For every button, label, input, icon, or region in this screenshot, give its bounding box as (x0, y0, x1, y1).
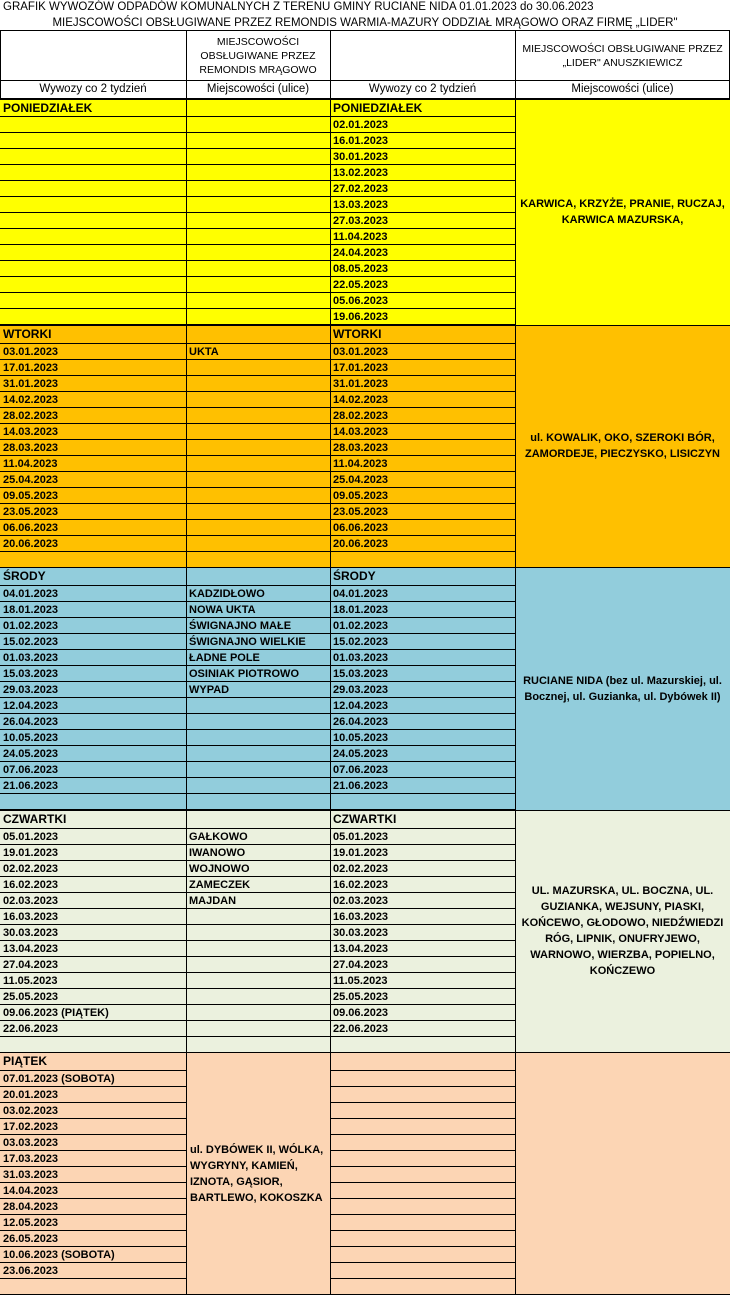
row-divider-col3 (330, 1150, 515, 1151)
date-cell-col3: 19.06.2023 (333, 311, 389, 323)
date-cell-col3: 13.03.2023 (333, 199, 389, 211)
date-cell-col1: 21.06.2023 (3, 780, 59, 792)
date-cell-col3: 06.06.2023 (333, 522, 389, 534)
row-divider (0, 956, 515, 957)
date-cell-col1: 14.04.2023 (3, 1185, 59, 1197)
date-cell-col3: 09.06.2023 (333, 1007, 389, 1019)
row-divider-col3 (330, 1118, 515, 1119)
date-cell-col3: 11.04.2023 (333, 231, 388, 243)
row-divider (0, 1004, 515, 1005)
row-divider (0, 972, 515, 973)
row-divider (0, 665, 515, 666)
row-divider (0, 777, 515, 778)
row-divider (0, 503, 515, 504)
date-cell-col3: 01.03.2023 (333, 652, 389, 664)
column-divider (186, 810, 187, 1052)
date-cell-col1: 20.06.2023 (3, 538, 59, 550)
row-divider-col1 (0, 1166, 186, 1167)
date-cell-col3: 15.03.2023 (333, 668, 389, 680)
date-cell-col1: 30.03.2023 (3, 927, 59, 939)
day-label: ŚRODY (3, 569, 46, 583)
date-cell-col1: 15.02.2023 (3, 636, 59, 648)
row-divider (0, 681, 515, 682)
date-cell-col3: 14.02.2023 (333, 394, 389, 406)
row-divider-col3 (330, 1246, 515, 1247)
row-divider (0, 828, 515, 829)
row-divider (0, 924, 515, 925)
subheader-col2: Miejscowości (ulice) (206, 83, 310, 95)
date-cell-col1: 28.03.2023 (3, 442, 59, 454)
row-divider (0, 292, 515, 293)
location-cell-col2: KADZIDŁOWO (189, 588, 265, 600)
row-divider (0, 164, 515, 165)
locations-merged-col4: UL. MAZURSKA, UL. BOCZNA, UL. GUZIANKA, WEJSUNY, PIASKI, KOŃCEWO, GŁODOWO, NIEDŹWIEDZI RÓG, LIPNIK, ONUFRYJEWO, WARNOWO, WIERZBA, POPIELNO, KOŃCZEWO (521, 885, 724, 977)
locations-merged-col4: ul. KOWALIK, OKO, SZEROKI BÓR, ZAMORDEJE, PIECZYSKO, LISICZYN (525, 432, 720, 460)
column-divider (186, 325, 187, 567)
column-divider (186, 567, 187, 810)
subheader-col4: Miejscowości (ulice) (571, 83, 674, 95)
row-divider (0, 375, 515, 376)
date-cell-col3: 23.05.2023 (333, 506, 389, 518)
column-divider (515, 810, 516, 1052)
date-cell-col1: 01.02.2023 (3, 620, 59, 632)
row-divider-col3 (330, 1166, 515, 1167)
row-divider-col1 (0, 1198, 186, 1199)
date-cell-col3: 02.02.2023 (333, 863, 389, 875)
column-divider (186, 1052, 187, 1295)
column-divider (186, 99, 187, 325)
date-cell-col3: 29.03.2023 (333, 684, 389, 696)
date-cell-col1: 20.01.2023 (3, 1089, 59, 1101)
day-label-col3: ŚRODY (333, 569, 376, 583)
date-cell-col3: 30.03.2023 (333, 927, 389, 939)
row-divider (0, 551, 515, 552)
row-divider-col1 (0, 1102, 186, 1103)
row-divider-col1 (0, 1262, 186, 1263)
location-cell-col2: WYPAD (189, 684, 230, 696)
date-cell-col3: 13.04.2023 (333, 943, 389, 955)
date-cell-col1: 24.05.2023 (3, 748, 59, 760)
row-divider (0, 407, 515, 408)
date-cell-col3: 17.01.2023 (333, 362, 389, 374)
row-divider (0, 487, 515, 488)
row-divider-col1 (0, 1086, 186, 1087)
date-cell-col3: 02.03.2023 (333, 895, 389, 907)
row-divider (0, 585, 515, 586)
row-divider (0, 1020, 515, 1021)
date-cell-col3: 31.01.2023 (333, 378, 389, 390)
date-cell-col1: 12.04.2023 (3, 700, 59, 712)
row-divider-col3 (330, 1102, 515, 1103)
date-cell-col1: 18.01.2023 (3, 604, 59, 616)
date-cell-col1: 16.02.2023 (3, 879, 59, 891)
location-cell-col2: UKTA (189, 346, 219, 358)
date-cell-col3: 21.06.2023 (333, 780, 389, 792)
row-divider (0, 228, 515, 229)
location-cell-col2: IWANOWO (189, 847, 246, 859)
date-cell-col3: 22.06.2023 (333, 1023, 389, 1035)
column-divider (515, 325, 516, 567)
row-divider (0, 745, 515, 746)
location-cell-col2: WOJNOWO (189, 863, 250, 875)
row-divider (0, 148, 515, 149)
date-cell-col3: 27.04.2023 (333, 959, 389, 971)
row-divider (0, 260, 515, 261)
date-cell-col3: 03.01.2023 (333, 346, 389, 358)
date-cell-col1: 28.04.2023 (3, 1201, 59, 1213)
row-divider (0, 860, 515, 861)
day-label: WTORKI (3, 327, 52, 341)
date-cell-col1: 02.03.2023 (3, 895, 59, 907)
locations-merged-col4: KARWICA, KRZYŻE, PRANIE, RUCZAJ, KARWICA MAZURSKA, (520, 198, 725, 226)
location-cell-col2: ŚWIGNAJNO WIELKIE (189, 636, 306, 648)
day-label-col3: PONIEDZIAŁEK (333, 101, 423, 115)
header-column-divider (186, 31, 187, 99)
header-divider (0, 80, 730, 81)
row-divider-col1 (0, 1230, 186, 1231)
date-cell-col1: 14.02.2023 (3, 394, 59, 406)
column-divider (515, 1052, 516, 1295)
column-divider (330, 99, 331, 325)
date-cell-col1: 23.06.2023 (3, 1265, 59, 1277)
subheader-col3: Wywozy co 2 tydzień (368, 83, 477, 95)
row-divider (0, 423, 515, 424)
row-divider (0, 876, 515, 877)
date-cell-col1: 10.06.2023 (SOBOTA) (3, 1249, 115, 1261)
row-divider (0, 793, 515, 794)
row-divider (0, 988, 515, 989)
header-column-divider (515, 31, 516, 99)
date-cell-col3: 30.01.2023 (333, 151, 389, 163)
row-divider-col3 (330, 1134, 515, 1135)
date-cell-col3: 27.02.2023 (333, 183, 389, 195)
row-divider (0, 180, 515, 181)
row-divider (0, 617, 515, 618)
date-cell-col1: 26.04.2023 (3, 716, 59, 728)
row-divider-col3 (330, 1198, 515, 1199)
row-divider (0, 132, 515, 133)
row-divider (0, 908, 515, 909)
date-cell-col1: 25.04.2023 (3, 474, 59, 486)
row-divider (0, 308, 515, 309)
date-cell-col3: 04.01.2023 (333, 588, 389, 600)
date-cell-col1: 05.01.2023 (3, 831, 59, 843)
row-divider (0, 276, 515, 277)
date-cell-col3: 20.06.2023 (333, 538, 389, 550)
date-cell-col3: 10.05.2023 (333, 732, 389, 744)
column-divider (515, 567, 516, 810)
row-divider (0, 761, 515, 762)
row-divider-col3 (330, 1070, 515, 1071)
row-divider-col3 (330, 1230, 515, 1231)
date-cell-col3: 16.03.2023 (333, 911, 389, 923)
date-cell-col1: 07.01.2023 (SOBOTA) (3, 1073, 115, 1085)
row-divider-col1 (0, 1150, 186, 1151)
location-cell-col2: OSINIAK PIOTROWO (189, 668, 299, 680)
date-cell-col3: 01.02.2023 (333, 620, 389, 632)
row-divider (0, 601, 515, 602)
date-cell-col1: 17.01.2023 (3, 362, 59, 374)
date-cell-col1: 17.02.2023 (3, 1121, 59, 1133)
date-cell-col1: 14.03.2023 (3, 426, 59, 438)
row-divider (0, 649, 515, 650)
row-divider (0, 455, 515, 456)
date-cell-col3: 11.04.2023 (333, 458, 388, 470)
row-divider-col1 (0, 1118, 186, 1119)
date-cell-col3: 09.05.2023 (333, 490, 389, 502)
title-line-2: MIEJSCOWOŚCI OBSŁUGIWANE PRZEZ REMONDIS WARMIA-MAZURY ODDZIAŁ MRĄGOWO ORAZ FIRMĘ „LIDER" (0, 15, 730, 31)
row-divider (0, 196, 515, 197)
row-divider (0, 535, 515, 536)
date-cell-col3: 25.04.2023 (333, 474, 389, 486)
date-cell-col3: 24.05.2023 (333, 748, 389, 760)
date-cell-col3: 22.05.2023 (333, 279, 389, 291)
date-cell-col1: 23.05.2023 (3, 506, 59, 518)
row-divider-col1 (0, 1278, 186, 1279)
section-bg-friday-col3 (330, 1052, 515, 1295)
date-cell-col1: 28.02.2023 (3, 410, 59, 422)
column-divider (330, 325, 331, 567)
location-cell-col2: ŚWIGNAJNO MAŁE (189, 620, 292, 632)
column-divider (330, 810, 331, 1052)
row-divider (0, 391, 515, 392)
day-label: CZWARTKI (3, 812, 67, 826)
date-cell-col3: 07.06.2023 (333, 764, 389, 776)
row-divider (0, 343, 515, 344)
day-label: PONIEDZIAŁEK (3, 101, 93, 115)
row-divider-col3 (330, 1086, 515, 1087)
date-cell-col3: 05.06.2023 (333, 295, 389, 307)
date-cell-col1: 25.05.2023 (3, 991, 59, 1003)
date-cell-col1: 02.02.2023 (3, 863, 59, 875)
row-divider (0, 471, 515, 472)
row-divider (0, 439, 515, 440)
date-cell-col3: 24.04.2023 (333, 247, 389, 259)
row-divider-col1 (0, 1214, 186, 1215)
date-cell-col3: 12.04.2023 (333, 700, 389, 712)
date-cell-col1: 11.04.2023 (3, 458, 58, 470)
date-cell-col1: 19.01.2023 (3, 847, 59, 859)
date-cell-col3: 27.03.2023 (333, 215, 389, 227)
row-divider (0, 713, 515, 714)
section-border (0, 1052, 730, 1053)
row-divider (0, 359, 515, 360)
row-divider-col1 (0, 1182, 186, 1183)
header-column-divider (330, 31, 331, 99)
date-cell-col1: 11.05.2023 (3, 975, 58, 987)
row-divider-col3 (330, 1182, 515, 1183)
date-cell-col1: 12.05.2023 (3, 1217, 59, 1229)
row-divider (0, 892, 515, 893)
date-cell-col1: 29.03.2023 (3, 684, 59, 696)
row-divider (0, 729, 515, 730)
row-divider (0, 844, 515, 845)
column-divider (515, 99, 516, 325)
date-cell-col1: 31.03.2023 (3, 1169, 59, 1181)
header-col4: MIEJSCOWOŚCI OBSŁUGIWANE PRZEZ „LIDER" ANUSZKIEWICZ (522, 43, 723, 69)
date-cell-col3: 13.02.2023 (333, 167, 389, 179)
location-cell-col2: ŁADNE POLE (189, 652, 260, 664)
date-cell-col3: 28.03.2023 (333, 442, 389, 454)
locations-merged-col4: RUCIANE NIDA (bez ul. Mazurskiej, ul. Bocznej, ul. Guzianka, ul. Dybówek II) (523, 674, 722, 703)
date-cell-col1: 07.06.2023 (3, 764, 59, 776)
date-cell-col3: 18.01.2023 (333, 604, 389, 616)
date-cell-col1: 17.03.2023 (3, 1153, 59, 1165)
row-divider-col1 (0, 1246, 186, 1247)
date-cell-col1: 03.01.2023 (3, 346, 59, 358)
header-col2: MIEJSCOWOŚCI OBSŁUGIWANE PRZEZ REMONDIS MRĄGOWO (199, 36, 317, 76)
date-cell-col1: 22.06.2023 (3, 1023, 59, 1035)
date-cell-col1: 15.03.2023 (3, 668, 59, 680)
date-cell-col1: 03.03.2023 (3, 1137, 59, 1149)
subheader-col1: Wywozy co 2 tydzień (39, 83, 147, 95)
title-line-1: GRAFIK WYWOZÓW ODPADÓW KOMUNALNYCH Z TERENU GMINY RUCIANE NIDA 01.01.2023 do 30.06.2023 (3, 1, 594, 13)
day-label-col3: WTORKI (333, 327, 382, 341)
row-divider-col3 (330, 1262, 515, 1263)
date-cell-col3: 16.02.2023 (333, 879, 389, 891)
date-cell-col1: 04.01.2023 (3, 588, 59, 600)
date-cell-col1: 31.01.2023 (3, 378, 59, 390)
location-cell-col2: GAŁKOWO (189, 831, 248, 843)
date-cell-col1: 09.06.2023 (PIĄTEK) (3, 1007, 109, 1019)
day-label-col3: CZWARTKI (333, 812, 397, 826)
location-cell-col2: ZAMECZEK (189, 879, 251, 891)
date-cell-col3: 26.04.2023 (333, 716, 389, 728)
column-divider (330, 567, 331, 810)
date-cell-col1: 01.03.2023 (3, 652, 59, 664)
row-divider-col3 (330, 1214, 515, 1215)
date-cell-col1: 13.04.2023 (3, 943, 59, 955)
date-cell-col3: 19.01.2023 (333, 847, 389, 859)
location-cell-col2: MAJDAN (189, 895, 237, 907)
date-cell-col1: 10.05.2023 (3, 732, 59, 744)
row-divider (0, 1036, 515, 1037)
location-cell-col2: NOWA UKTA (189, 604, 256, 616)
date-cell-col3: 05.01.2023 (333, 831, 389, 843)
row-divider (0, 116, 515, 117)
row-divider (0, 697, 515, 698)
date-cell-col1: 26.05.2023 (3, 1233, 59, 1245)
date-cell-col3: 02.01.2023 (333, 119, 389, 131)
day-label: PIĄTEK (3, 1054, 48, 1068)
date-cell-col1: 03.02.2023 (3, 1105, 59, 1117)
date-cell-col1: 06.06.2023 (3, 522, 59, 534)
date-cell-col3: 15.02.2023 (333, 636, 389, 648)
date-cell-col3: 25.05.2023 (333, 991, 389, 1003)
date-cell-col1: 09.05.2023 (3, 490, 59, 502)
date-cell-col3: 08.05.2023 (333, 263, 389, 275)
date-cell-col3: 11.05.2023 (333, 975, 388, 987)
date-cell-col3: 16.01.2023 (333, 135, 389, 147)
date-cell-col3: 28.02.2023 (333, 410, 389, 422)
row-divider (0, 212, 515, 213)
row-divider (0, 940, 515, 941)
row-divider-col1 (0, 1070, 186, 1071)
locations-merged-col2: ul. DYBÓWEK II, WÓLKA, WYGRYNY, KAMIEŃ, IZNOTA, GĄSIOR, BARTLEWO, KOKOSZKA (190, 1143, 324, 1204)
date-cell-col1: 16.03.2023 (3, 911, 59, 923)
section-bg-friday-col4 (515, 1052, 730, 1295)
date-cell-col1: 27.04.2023 (3, 959, 59, 971)
row-divider (0, 244, 515, 245)
date-cell-col3: 14.03.2023 (333, 426, 389, 438)
row-divider (0, 633, 515, 634)
row-divider (0, 519, 515, 520)
row-divider-col3 (330, 1278, 515, 1279)
row-divider-col1 (0, 1134, 186, 1135)
column-divider (330, 1052, 331, 1295)
